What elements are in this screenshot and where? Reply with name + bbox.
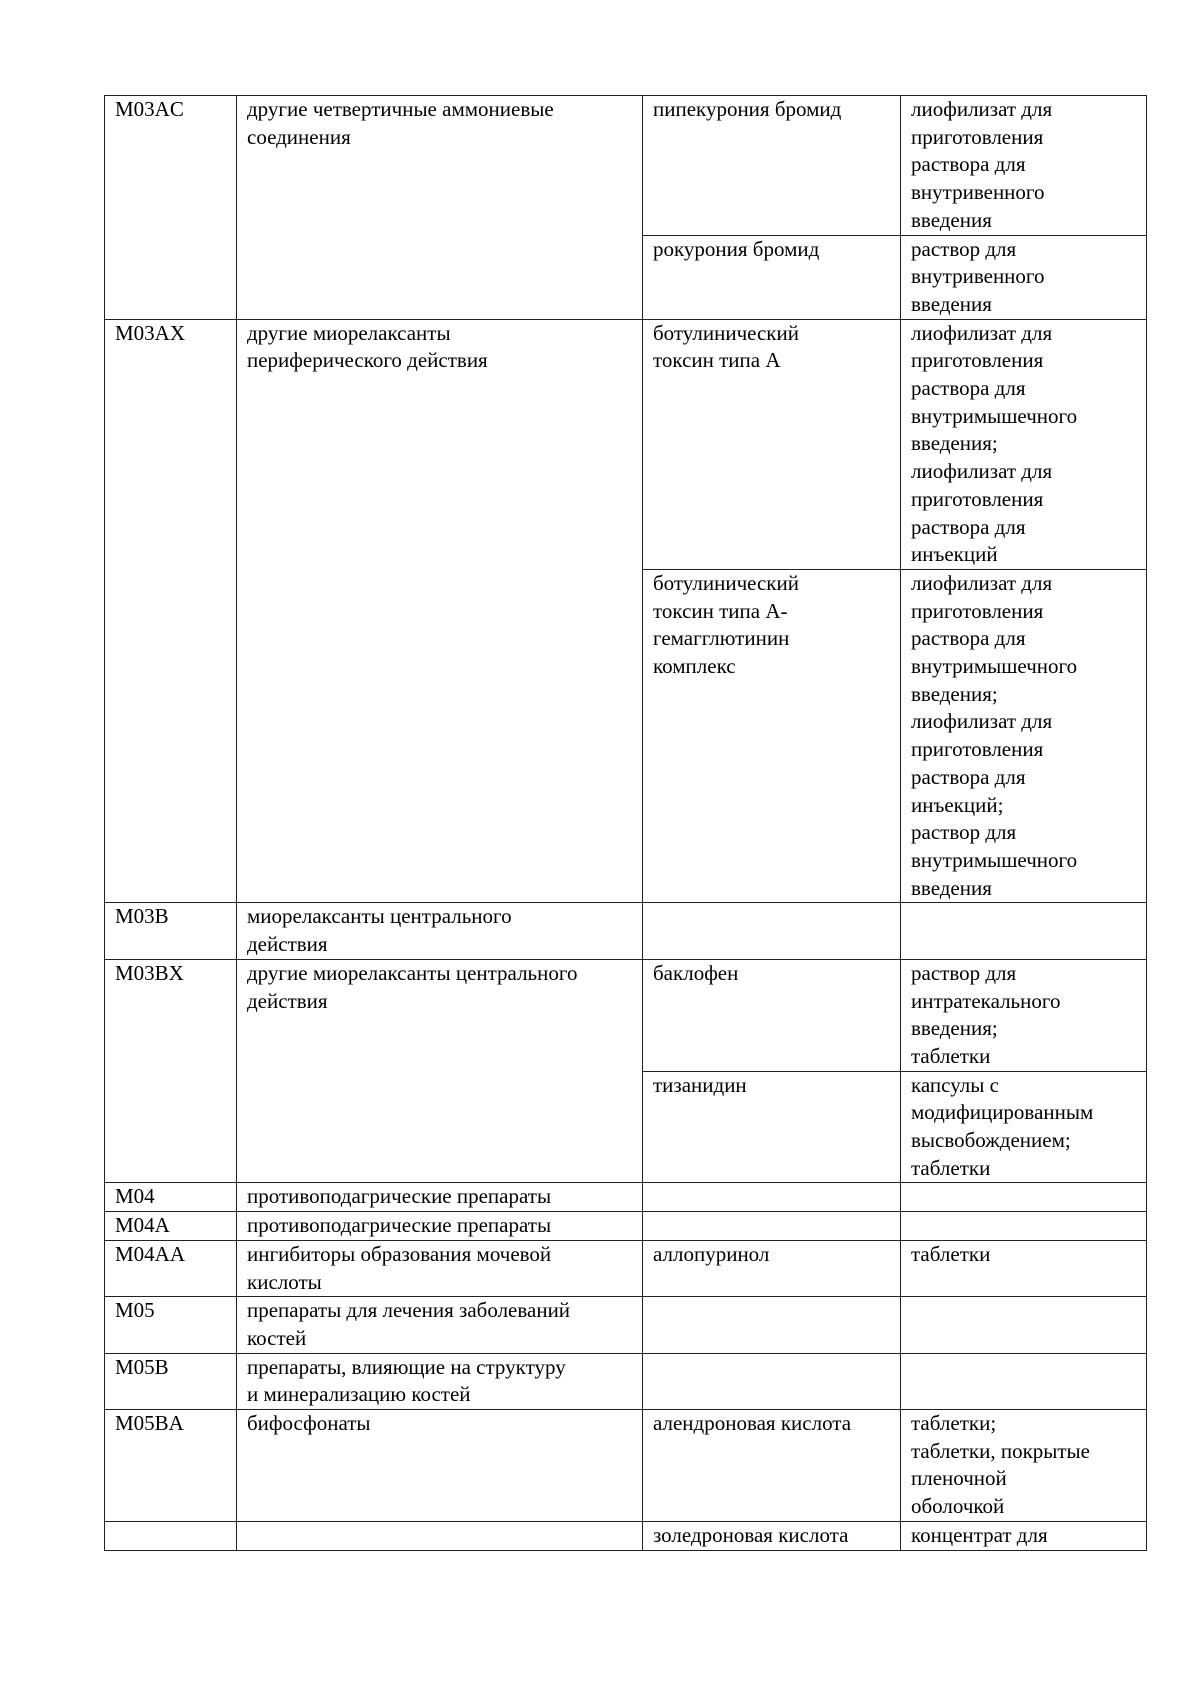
atc-group-cell: противоподагрические препараты (237, 1212, 643, 1241)
atc-group-cell: препараты, влияющие на структуру и минерализацию костей (237, 1353, 643, 1409)
atc-group-cell: противоподагрические препараты (237, 1183, 643, 1212)
atc-code-cell (105, 1521, 237, 1550)
atc-code-cell: M03AX (105, 319, 237, 903)
drug-name-cell: алендроновая кислота (643, 1410, 901, 1522)
drug-name-cell (643, 903, 901, 959)
atc-code-cell: M05BA (105, 1410, 237, 1522)
atc-code-cell: M03B (105, 903, 237, 959)
atc-group-cell: ингибиторы образования мочевой кислоты (237, 1240, 643, 1296)
atc-group-cell: другие миорелаксанты центрального действия (237, 959, 643, 1183)
table-row (105, 959, 1147, 1071)
drug-name-cell: рокурония бромид (643, 235, 901, 319)
table-row (105, 903, 1147, 959)
dosage-form-cell (901, 1183, 1147, 1212)
atc-group-cell: миорелаксанты центрального действия (237, 903, 643, 959)
atc-group-cell: другие четвертичные аммониевые соединения (237, 96, 643, 320)
table-row (105, 1353, 1147, 1409)
drug-name-cell: баклофен (643, 959, 901, 1071)
atc-code-cell: M04A (105, 1212, 237, 1241)
table-row (105, 1521, 1147, 1550)
dosage-form-cell: лиофилизат для приготовления раствора для внутривенного введения (901, 96, 1147, 236)
drug-name-cell (643, 1183, 901, 1212)
dosage-form-cell: таблетки (901, 1240, 1147, 1296)
atc-code-cell: M05B (105, 1353, 237, 1409)
atc-code-cell: M05 (105, 1297, 237, 1353)
table-row (105, 1183, 1147, 1212)
dosage-form-cell: раствор для внутривенного введения (901, 235, 1147, 319)
drug-classification-table (104, 95, 1147, 1551)
atc-group-cell: препараты для лечения заболеваний костей (237, 1297, 643, 1353)
dosage-form-cell (901, 903, 1147, 959)
drug-name-cell: золедроновая кислота (643, 1521, 901, 1550)
table-row (105, 96, 1147, 236)
drug-name-cell (643, 1297, 901, 1353)
drug-name-cell: ботулинический токсин типа А- гемагглютинин комплекс (643, 569, 901, 902)
atc-group-cell: бифосфонаты (237, 1410, 643, 1522)
drug-name-cell (643, 1353, 901, 1409)
table-row (105, 1240, 1147, 1296)
atc-group-cell (237, 1521, 643, 1550)
atc-group-cell: другие миорелаксанты периферического действия (237, 319, 643, 903)
drug-name-cell (643, 1212, 901, 1241)
dosage-form-cell: капсулы с модифицированным высвобождением; таблетки (901, 1071, 1147, 1183)
drug-name-cell: тизанидин (643, 1071, 901, 1183)
drug-name-cell: пипекурония бромид (643, 96, 901, 236)
drug-name-cell: аллопуринол (643, 1240, 901, 1296)
table-row (105, 319, 1147, 569)
table-row (105, 1410, 1147, 1522)
dosage-form-cell: лиофилизат для приготовления раствора для внутримышечного введения; лиофилизат для приготовления раствора для инъекций; раствор для внутримышечного введения (901, 569, 1147, 902)
table-row (105, 1297, 1147, 1353)
atc-code-cell: M04AA (105, 1240, 237, 1296)
dosage-form-cell: лиофилизат для приготовления раствора для внутримышечного введения; лиофилизат для приготовления раствора для инъекций (901, 319, 1147, 569)
table-row (105, 1212, 1147, 1241)
dosage-form-cell (901, 1353, 1147, 1409)
dosage-form-cell: концентрат для (901, 1521, 1147, 1550)
dosage-form-cell: раствор для интратекального введения; таблетки (901, 959, 1147, 1071)
dosage-form-cell (901, 1297, 1147, 1353)
atc-code-cell: M03AC (105, 96, 237, 320)
dosage-form-cell: таблетки; таблетки, покрытые пленочной оболочкой (901, 1410, 1147, 1522)
atc-code-cell: M04 (105, 1183, 237, 1212)
dosage-form-cell (901, 1212, 1147, 1241)
drug-name-cell: ботулинический токсин типа А (643, 319, 901, 569)
atc-code-cell: M03BX (105, 959, 237, 1183)
